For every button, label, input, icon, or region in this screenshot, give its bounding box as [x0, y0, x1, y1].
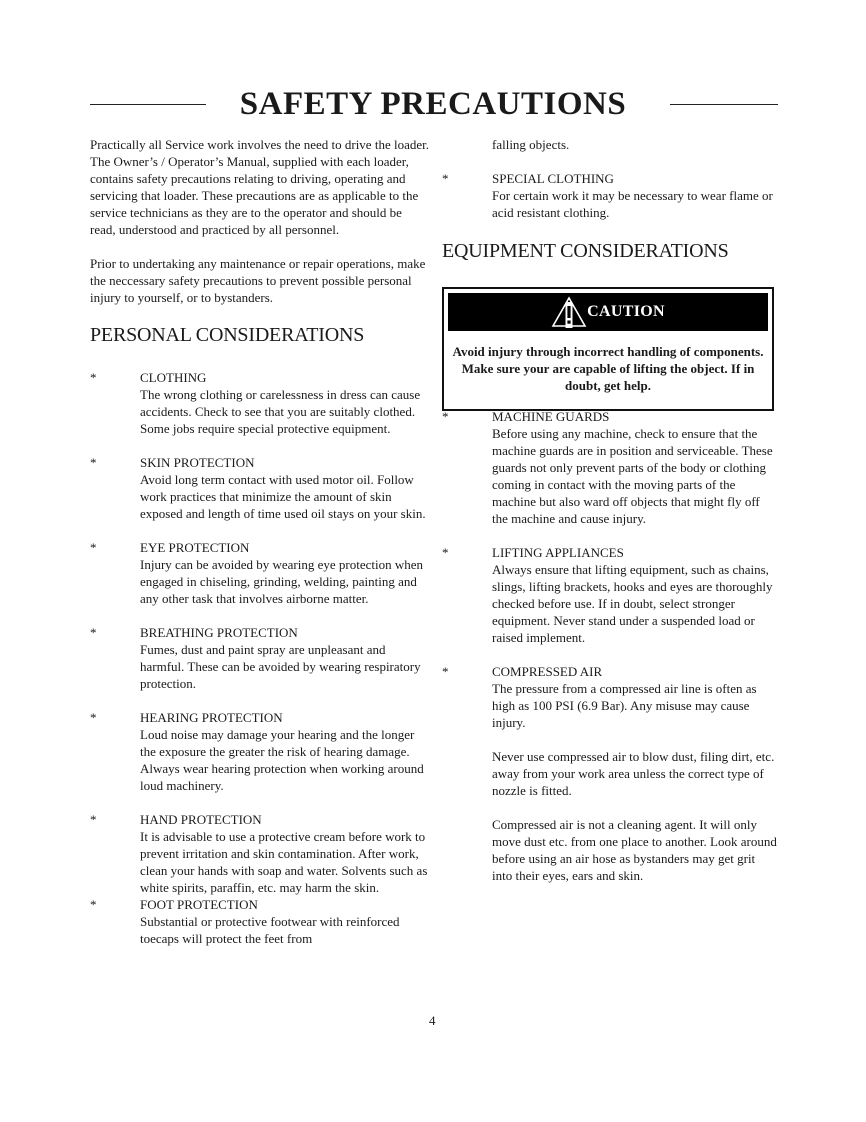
item-title: COMPRESSED AIR [492, 664, 603, 679]
item-title: BREATHING PROTECTION [140, 625, 298, 640]
list-item-skin-protection [90, 454, 430, 522]
bullet-asterisk: * [90, 897, 97, 912]
bullet-asterisk: * [90, 455, 97, 470]
caution-label: CAUTION [587, 303, 665, 320]
item-text: Avoid long term contact with used motor oil. Follow work practices that minimize the amount of skin exposed and length of time used oil stays on your skin. [140, 472, 426, 521]
item-text: Always ensure that lifting equipment, such as chains, slings, lifting brackets, hooks and eyes are thoroughly checked before use. If in doubt, select stronger equipment. Never stand under a suspended load or raised implement. [492, 562, 773, 645]
bullet-asterisk: * [442, 664, 449, 679]
page-title: SAFETY PRECAUTIONS [239, 86, 627, 122]
caution-text: Avoid injury through incorrect handling of components. Make sure your are capable of lifting the object. If in doubt, get help. [452, 344, 764, 393]
list-item-breathing-protection [90, 624, 430, 692]
title-rule-right [670, 104, 778, 105]
compressed-air-note-2 [442, 816, 778, 884]
intro-paragraph-1: Practically all Service work involves the need to drive the loader. The Owner’s / Operator’s Manual, supplied with each loader, contains safety precautions relating to driving, operating and servicing that loader. These precautions are as applicable to the service technicians as they are to the operator and should be read, understood and practiced by all personnel. [90, 137, 429, 237]
list-item-special-clothing [442, 170, 778, 221]
item-text: The pressure from a compressed air line is often as high as 100 PSI (6.9 Bar). Any misuse may cause injury. [492, 681, 757, 730]
list-item-hand-protection [90, 811, 430, 896]
item-title: HEARING PROTECTION [140, 710, 283, 725]
list-item-lifting-appliances [442, 544, 778, 646]
item-text: For certain work it may be necessary to wear flame or acid resistant clothing. [492, 188, 773, 220]
item-title: LIFTING APPLIANCES [492, 545, 624, 560]
item-title: CLOTHING [140, 370, 207, 385]
right-column [442, 136, 778, 901]
note-text: Never use compressed air to blow dust, filing dirt, etc. away from your work area unless the correct type of nozzle is fitted. [492, 749, 775, 798]
bullet-asterisk: * [90, 370, 97, 385]
list-item-machine-guards [442, 408, 778, 527]
continuation-text [442, 136, 778, 153]
list-item-foot-protection [90, 896, 430, 947]
bullet-asterisk: * [442, 171, 449, 186]
bullet-asterisk: * [90, 540, 97, 555]
list-item-compressed-air [442, 663, 778, 731]
item-text: Loud noise may damage your hearing and the longer the exposure the greater the risk of hearing damage. Always wear hearing protection when working around loud machinery. [140, 727, 424, 793]
personal-considerations-heading: PERSONAL CONSIDERATIONS [90, 324, 365, 346]
item-text: The wrong clothing or carelessness in dress can cause accidents. Check to see that you are suitably clothed. Some jobs require special protective equipment. [140, 387, 421, 436]
continuation-line: falling objects. [492, 137, 570, 152]
list-item-clothing [90, 369, 430, 437]
bullet-asterisk: * [90, 710, 97, 725]
item-title: HAND PROTECTION [140, 812, 262, 827]
left-column [90, 136, 430, 947]
item-title: FOOT PROTECTION [140, 897, 258, 912]
item-text: Substantial or protective footwear with reinforced toecaps will protect the feet from [140, 914, 400, 946]
item-title: SPECIAL CLOTHING [492, 171, 614, 186]
warning-triangle-icon [551, 296, 587, 328]
item-title: MACHINE GUARDS [492, 409, 610, 424]
caution-header [448, 293, 768, 331]
caution-box [442, 287, 774, 411]
item-text: Fumes, dust and paint spray are unpleasant and harmful. These can be avoided by wearing respiratory protection. [140, 642, 421, 691]
item-title: SKIN PROTECTION [140, 455, 255, 470]
item-title: EYE PROTECTION [140, 540, 250, 555]
page-number: 4 [429, 1013, 436, 1028]
bullet-asterisk: * [442, 409, 449, 424]
bullet-asterisk: * [442, 545, 449, 560]
list-item-hearing-protection [90, 709, 430, 794]
equipment-considerations-heading: EQUIPMENT CONSIDERATIONS [442, 240, 729, 262]
bullet-asterisk: * [90, 625, 97, 640]
compressed-air-note-1 [442, 748, 778, 799]
bullet-asterisk: * [90, 812, 97, 827]
note-text: Compressed air is not a cleaning agent. It will only move dust etc. from one place to another. Look around before using an air hose as bystanders may get grit into their eyes, ears and skin. [492, 817, 777, 883]
item-text: Before using any machine, check to ensure that the machine guards are in position and serviceable. These guards not only prevent parts of the body or clothing coming in contact with the moving parts of the machine but also ward off objects that might fly off the machine and cause injury. [492, 426, 773, 526]
item-text: It is advisable to use a protective cream before work to prevent irritation and skin contamination. After work, clean your hands with soap and water. Solvents such as white spirits, paraffin, etc. may harm the skin. [140, 829, 428, 895]
intro-paragraph-2: Prior to undertaking any maintenance or repair operations, make the neccessary safety precautions to prevent possible personal injury to yourself, or to bystanders. [90, 256, 426, 305]
list-item-eye-protection [90, 539, 430, 607]
item-text: Injury can be avoided by wearing eye protection when engaged in chiseling, grinding, welding, painting and any other task that involves airborne matter. [140, 557, 424, 606]
